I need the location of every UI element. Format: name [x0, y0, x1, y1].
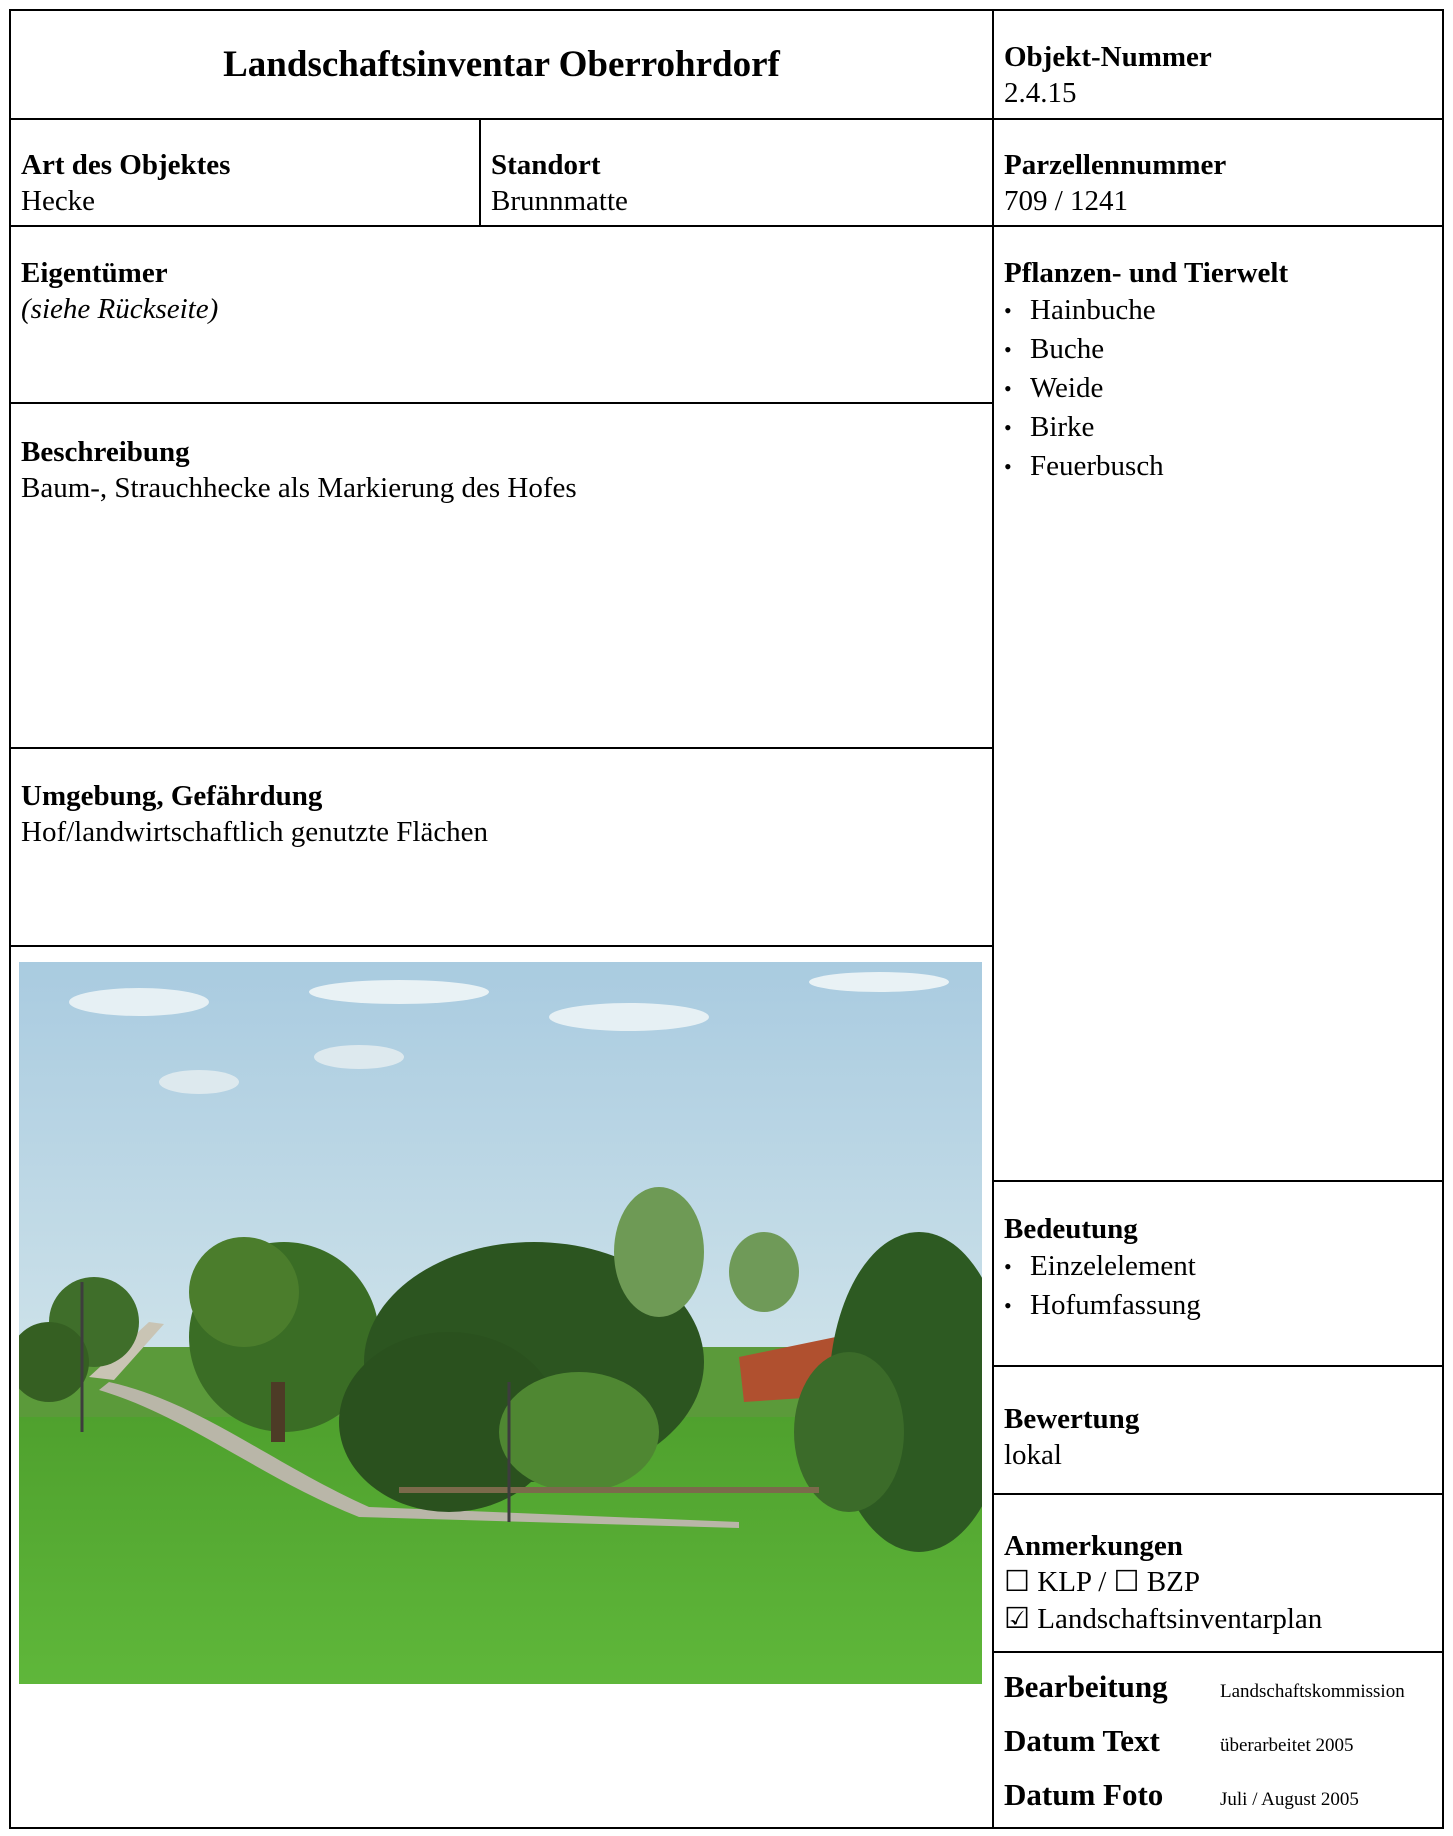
bullet-icon: •	[1004, 454, 1012, 479]
datum-foto-value: Juli / August 2005	[1220, 1789, 1359, 1810]
tree	[614, 1187, 704, 1317]
list-item: • Einzelelement	[1004, 1247, 1432, 1286]
datum-text-label: Datum Text	[1004, 1723, 1160, 1758]
page-title: Landschaftsinventar Oberrohrdorf	[223, 44, 780, 85]
pflanzen-list	[1004, 291, 1432, 486]
eigentuemer-cell	[11, 245, 991, 328]
umgebung-label: Umgebung, Gefährdung	[21, 780, 323, 812]
parzelle-cell	[994, 137, 1442, 220]
cloud	[69, 988, 209, 1016]
datum-foto-row	[1004, 1777, 1432, 1831]
bullet-icon: •	[1004, 1293, 1012, 1318]
landscape-photo-svg	[19, 962, 982, 1684]
beschreibung-value: Baum-, Strauchhecke als Markierung des Hofes	[21, 472, 577, 504]
list-item: • Hofumfassung	[1004, 1286, 1432, 1325]
divider-beschreibung	[11, 747, 992, 749]
standort-label: Standort	[491, 149, 601, 181]
bewertung-label: Bewertung	[1004, 1403, 1140, 1435]
datum-text-row	[1004, 1723, 1432, 1777]
list-item: • Weide	[1004, 369, 1432, 408]
cloud	[314, 1045, 404, 1069]
beschreibung-label: Beschreibung	[21, 436, 190, 468]
objekt-nummer-label: Objekt-Nummer	[1004, 41, 1212, 73]
bearbeitung-value: Landschaftskommission	[1220, 1681, 1405, 1702]
fence	[399, 1487, 819, 1493]
cloud	[159, 1070, 239, 1094]
art-value: Hecke	[21, 185, 96, 217]
objekt-nummer-cell	[994, 29, 1442, 112]
anmerkungen-label: Anmerkungen	[1004, 1530, 1183, 1562]
list-item: • Birke	[1004, 408, 1432, 447]
meta-cell	[994, 1659, 1442, 1831]
bedeutung-label: Bedeutung	[1004, 1213, 1138, 1245]
bullet-icon: •	[1004, 415, 1012, 440]
bullet-icon: •	[1004, 376, 1012, 401]
datum-text-value: überarbeitet 2005	[1220, 1735, 1354, 1756]
cloud	[549, 1003, 709, 1031]
divider-pflanzen	[992, 1180, 1442, 1182]
list-item: • Feuerbusch	[1004, 447, 1432, 486]
bullet-icon: •	[1004, 298, 1012, 323]
pflanzen-cell	[994, 245, 1442, 486]
cloud	[809, 972, 949, 992]
tree	[729, 1232, 799, 1312]
anmerkungen-cell	[994, 1518, 1442, 1638]
bedeutung-list	[1004, 1247, 1432, 1325]
list-item: • Hainbuche	[1004, 291, 1432, 330]
parzelle-value: 709 / 1241	[1004, 185, 1129, 217]
standort-cell	[481, 137, 991, 220]
landscape-photo	[19, 962, 982, 1684]
parzelle-label: Parzellennummer	[1004, 149, 1227, 181]
divider-bedeutung	[992, 1365, 1442, 1367]
bullet-icon: •	[1004, 1254, 1012, 1279]
tree	[189, 1237, 299, 1347]
eigentuemer-value: (siehe Rückseite)	[21, 293, 219, 325]
anmerkungen-line1: ☐ KLP / ☐ BZP	[1004, 1566, 1200, 1598]
pflanzen-label: Pflanzen- und Tierwelt	[1004, 257, 1289, 289]
eigentuemer-label: Eigentümer	[21, 257, 168, 289]
bearbeitung-label: Bearbeitung	[1004, 1669, 1168, 1704]
divider-row2	[11, 225, 1442, 227]
tree	[499, 1372, 659, 1492]
art-cell	[11, 137, 479, 220]
cloud	[309, 980, 489, 1004]
divider-bewertung	[992, 1493, 1442, 1495]
anmerkungen-line2: ☑ Landschaftsinventarplan	[1004, 1603, 1323, 1635]
art-label: Art des Objektes	[21, 149, 231, 181]
objekt-nummer-value: 2.4.15	[1004, 77, 1077, 109]
umgebung-value: Hof/landwirtschaftlich genutzte Flächen	[21, 816, 489, 848]
bearbeitung-row	[1004, 1669, 1432, 1723]
trunk	[271, 1382, 285, 1442]
divider-umgebung	[11, 945, 992, 947]
standort-value: Brunnmatte	[491, 185, 628, 217]
bewertung-value: lokal	[1004, 1439, 1062, 1471]
inventory-sheet	[9, 9, 1444, 1829]
datum-foto-label: Datum Foto	[1004, 1777, 1164, 1812]
divider-anmerkungen	[992, 1651, 1442, 1653]
list-item: • Buche	[1004, 330, 1432, 369]
bedeutung-cell	[994, 1201, 1442, 1325]
bullet-icon: •	[1004, 337, 1012, 362]
divider-row1	[11, 118, 1442, 120]
divider-eigentuemer	[11, 402, 992, 404]
beschreibung-cell	[11, 424, 991, 507]
bewertung-cell	[994, 1391, 1442, 1474]
umgebung-cell	[11, 768, 991, 851]
